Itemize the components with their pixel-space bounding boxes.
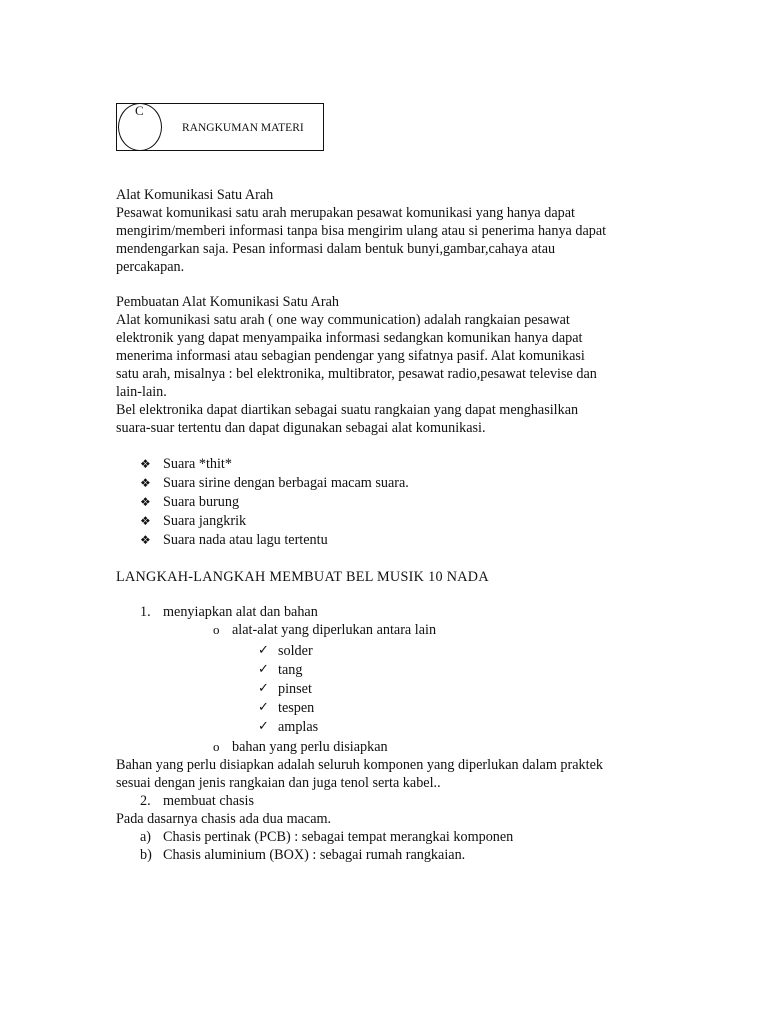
- materials-line: sesuai dengan jenis rangkaian dan juga tenol serta kabel..: [116, 775, 441, 791]
- list-item: Suara *thit*: [163, 456, 232, 472]
- option-marker: a): [140, 829, 152, 845]
- section2-line: lain-lain.: [116, 384, 167, 400]
- list-item: tespen: [278, 700, 315, 716]
- option-marker: b): [140, 847, 152, 863]
- materials-line: Bahan yang perlu disiapkan adalah seluruh komponen yang diperlukan dalam praktek: [116, 757, 603, 773]
- step-number: 1.: [140, 604, 151, 620]
- step-number: 2.: [140, 793, 151, 809]
- section2-title: Pembuatan Alat Komunikasi Satu Arah: [116, 294, 340, 310]
- materials-label: bahan yang perlu disiapkan: [232, 739, 388, 755]
- checkmark-icon: ✓: [258, 700, 269, 715]
- diamond-bullet-icon: ❖: [140, 514, 151, 528]
- header-letter: C: [135, 103, 144, 118]
- circle-bullet-icon: o: [213, 622, 220, 637]
- step2-intro: Pada dasarnya chasis ada dua macam.: [116, 811, 332, 827]
- diamond-bullet-icon: ❖: [140, 457, 151, 471]
- option-text: Chasis pertinak (PCB) : sebagai tempat merangkai komponen: [163, 829, 514, 845]
- checkmark-icon: ✓: [258, 662, 269, 677]
- list-item: tang: [278, 662, 303, 678]
- header-title: RANGKUMAN MATERI: [182, 122, 304, 134]
- steps-heading: LANGKAH-LANGKAH MEMBUAT BEL MUSIK 10 NADA: [116, 569, 489, 585]
- header-box: [116, 103, 324, 151]
- section2-line: elektronik yang dapat menyampaika informasi sedangkan komunikan hanya dapat: [116, 330, 583, 346]
- list-item: Suara jangkrik: [163, 513, 247, 529]
- section1-line: Pesawat komunikasi satu arah merupakan pesawat komunikasi yang hanya dapat: [116, 205, 575, 221]
- option-text: Chasis aluminium (BOX) : sebagai rumah rangkaian.: [163, 847, 466, 863]
- section1-line: percakapan.: [116, 259, 185, 275]
- section2-line: suara-suar tertentu dan dapat digunakan sebagai alat komunikasi.: [116, 420, 486, 436]
- section2-line: menerima informasi atau sebagian pendengar yang sifatnya pasif. Alat komunikasi: [116, 348, 585, 364]
- step-label: menyiapkan alat dan bahan: [163, 604, 318, 620]
- section2-line: Alat komunikasi satu arah ( one way communication) adalah rangkaian pesawat: [116, 312, 570, 328]
- section2-line: Bel elektronika dapat diartikan sebagai suatu rangkaian yang dapat menghasilkan: [116, 402, 579, 418]
- list-item: pinset: [278, 681, 312, 697]
- checkmark-icon: ✓: [258, 681, 269, 696]
- tools-label: alat-alat yang diperlukan antara lain: [232, 622, 437, 638]
- diamond-bullet-icon: ❖: [140, 476, 151, 490]
- list-item: Suara burung: [163, 494, 240, 510]
- section1-title: Alat Komunikasi Satu Arah: [116, 187, 274, 203]
- diamond-bullet-icon: ❖: [140, 495, 151, 509]
- list-item: Suara sirine dengan berbagai macam suara.: [163, 475, 409, 491]
- circle-bullet-icon: o: [213, 739, 220, 754]
- checkmark-icon: ✓: [258, 719, 269, 734]
- step-label: membuat chasis: [163, 793, 255, 809]
- diamond-bullet-icon: ❖: [140, 533, 151, 547]
- section2-line: satu arah, misalnya : bel elektronika, multibrator, pesawat radio,pesawat televise dan: [116, 366, 597, 382]
- section1-line: mendengarkan saja. Pesan informasi dalam bentuk bunyi,gambar,cahaya atau: [116, 241, 556, 257]
- list-item: solder: [278, 643, 313, 659]
- list-item: amplas: [278, 719, 319, 735]
- section1-line: mengirim/memberi informasi tanpa bisa mengirim ulang atau si penerima hanya dapat: [116, 223, 607, 239]
- checkmark-icon: ✓: [258, 643, 269, 658]
- list-item: Suara nada atau lagu tertentu: [163, 532, 328, 548]
